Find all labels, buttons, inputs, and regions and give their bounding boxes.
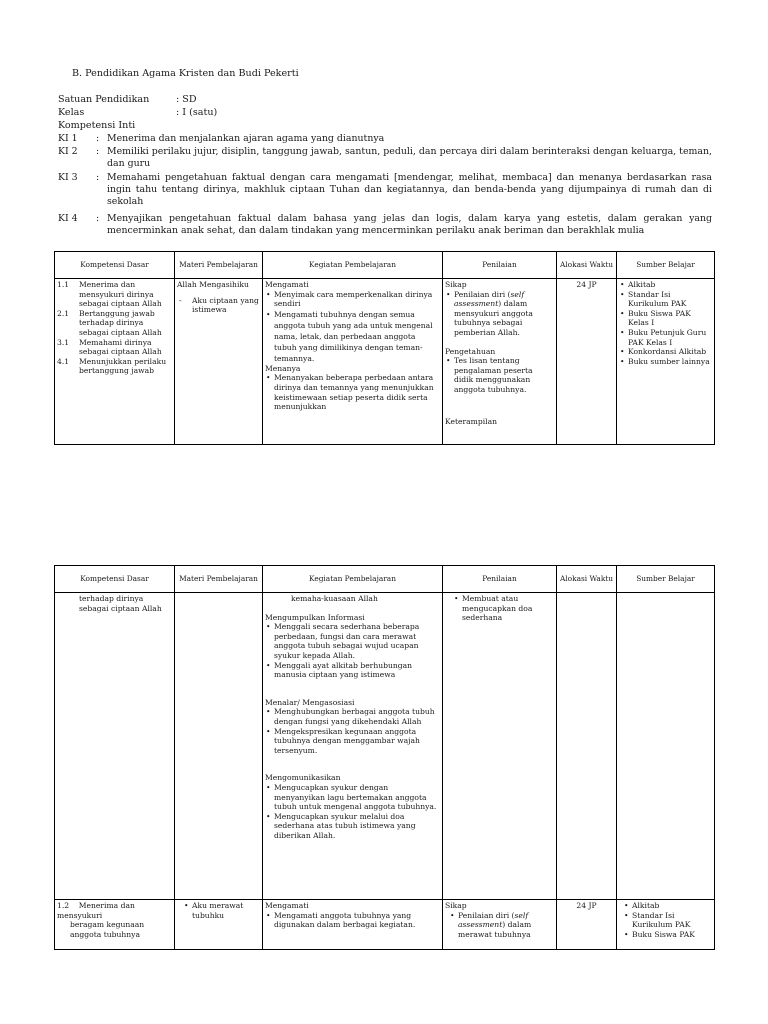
- col-header-alokasi: Alokasi Waktu: [557, 566, 617, 593]
- list-item: • Tes lisan tentang pengalaman peserta didik menggunakan anggota tubuhnya.: [445, 356, 554, 394]
- meta-label-kelas: Kelas: [58, 107, 85, 118]
- list-item: • Alkitab: [623, 901, 712, 911]
- kd-item: 1.1 Menerima dan mensyukuri dirinya sebagai ciptaan Allah: [57, 280, 162, 309]
- list-item: • Menggali ayat alkitab berhubungan manusia ciptaan yang istimewa: [265, 661, 440, 680]
- materi-cell: [175, 593, 263, 900]
- materi-cell: [175, 279, 263, 445]
- ki-colon: :: [96, 133, 100, 144]
- ki-row-4: [58, 213, 712, 239]
- list-item: • Mengekspresikan kegunaan anggota tubuhnya dengan menggambar wajah tersenyum.: [265, 727, 440, 756]
- col-header-kegiatan: Kegiatan Pembelajaran: [263, 566, 443, 593]
- kegiatan-heading: Mengamati: [265, 280, 309, 289]
- table-header-row: [55, 252, 715, 279]
- list-item: • Penilaian diri (self assessment) dalam mensyukuri anggota tubuhnya sebagai pemberian Allah.: [445, 290, 554, 338]
- meta-label-satuan: Satuan Pendidikan: [58, 94, 150, 105]
- list-item: • Alkitab: [619, 280, 712, 290]
- penilaian-heading: Pengetahuan: [445, 346, 496, 356]
- kd-cell: 1.2 Menerima dan mensyukuri beragam kegunaan anggota tubuhnya: [55, 900, 175, 950]
- kd-item: 4.1 Menunjukkan perilaku bertanggung jawab: [57, 356, 167, 376]
- ki-text: Menerima dan menjalankan ajaran agama yang dianutnya: [107, 133, 385, 144]
- ki-title: Kompetensi Inti: [58, 120, 136, 131]
- col-header-sumber: Sumber Belajar: [617, 566, 715, 593]
- ki-code: KI 1: [58, 133, 78, 144]
- list-item: • Buku Siswa PAK: [623, 930, 712, 940]
- list-item: • Buku sumber lainnya: [619, 357, 712, 367]
- materi-title: Allah Mengasihiku: [177, 280, 249, 289]
- kegiatan-cell: [263, 279, 443, 445]
- list-item: • Standar Isi Kurikulum PAK: [619, 290, 712, 309]
- ki-text: Memiliki perilaku jujur, disiplin, tanggung jawab, santun, peduli, dan percaya diri dalam berinteraksi dengan keluarga, teman, dan guru: [107, 146, 712, 169]
- ki-code: KI 2: [58, 146, 78, 157]
- materi-item: - Aku ciptaan yang istimewa: [177, 296, 260, 315]
- ki-code: KI 4: [58, 213, 78, 224]
- table-row: [55, 593, 715, 900]
- kegiatan-heading: Menalar/ Mengasosiasi: [265, 697, 355, 707]
- kegiatan-cell: [263, 900, 443, 950]
- col-header-alokasi: Alokasi Waktu: [557, 252, 617, 279]
- table-header-row: [55, 566, 715, 593]
- ki-text: Memahami pengetahuan faktual dengan cara mengamati [mendengar, melihat, membaca] dan menanya berdasarkan rasa ingin tahu tentang dirinya, makhluk ciptaan Tuhan dan kegiatannya, dan benda-benda yang dijumpainya di rumah dan di sekolah: [107, 172, 712, 207]
- kegiatan-heading: Mengumpulkan Informasi: [265, 612, 365, 622]
- kd-cell: terhadap dirinya sebagai ciptaan Allah: [55, 593, 175, 900]
- kd-cell: [55, 279, 175, 445]
- list-item: • Membuat atau mengucapkan doa sederhana: [453, 594, 554, 623]
- section-heading: B. Pendidikan Agama Kristen dan Budi Pekerti: [72, 68, 299, 79]
- alokasi-cell: [557, 593, 617, 900]
- ki-row-2: [58, 146, 712, 172]
- list-item: • Mengucapkan syukur melalui doa sederhana atas tubuh istimewa yang diberikan Allah.: [265, 812, 440, 841]
- ki-row-3: [58, 172, 712, 212]
- sumber-cell: [617, 279, 715, 445]
- table-row: [55, 900, 715, 950]
- ki-text: Menyajikan pengetahuan faktual dalam bahasa yang jelas dan logis, dalam karya yang estetis, dalam gerakan yang mencerminkan anak sehat, dan dalam tindakan yang mencerminkan perilaku anak beriman dan berakhlak mulia: [107, 213, 712, 236]
- ki-colon: :: [96, 213, 100, 224]
- list-item: • Menyimak cara memperkenalkan dirinya sendiri: [265, 290, 440, 309]
- syllabus-table-2: [54, 565, 715, 950]
- kd-item: 3.1 Memahami dirinya sebagai ciptaan Allah: [57, 337, 162, 357]
- list-item: • Menghubungkan berbagai anggota tubuh dengan fungsi yang dikehendaki Allah: [265, 707, 440, 726]
- col-header-kd: Kompetensi Dasar: [55, 252, 175, 279]
- table-row: [55, 279, 715, 445]
- alokasi-cell: 24 JP: [557, 900, 617, 950]
- penilaian-heading: Sikap: [445, 280, 467, 289]
- kd-item: 2.1 Bertanggung jawab terhadap dirinya sebagai ciptaan Allah: [57, 308, 162, 337]
- col-header-materi: Materi Pembelajaran: [175, 252, 263, 279]
- col-header-kd: Kompetensi Dasar: [55, 566, 175, 593]
- list-item: • Penilaian diri (self assessment) dalam merawat tubuhnya: [449, 911, 554, 940]
- ki-colon: :: [96, 172, 100, 183]
- kegiatan-heading: Menanya: [265, 363, 301, 373]
- materi-cell: [175, 900, 263, 950]
- ki-code: KI 3: [58, 172, 78, 183]
- col-header-penilaian: Penilaian: [443, 252, 557, 279]
- penilaian-heading: Sikap: [445, 901, 467, 910]
- penilaian-cell: [443, 593, 557, 900]
- penilaian-cell: [443, 279, 557, 445]
- list-item: • Aku merawat tubuhku: [183, 901, 260, 920]
- meta-value-kelas: : I (satu): [176, 107, 218, 118]
- meta-value-satuan: : SD: [176, 94, 197, 105]
- list-item: • Menggali secara sederhana beberapa perbedaan, fungsi dan cara merawat anggota tubuh sebagai wujud ucapan syukur kepada Allah.: [265, 622, 440, 660]
- col-header-sumber: Sumber Belajar: [617, 252, 715, 279]
- col-header-kegiatan: Kegiatan Pembelajaran: [263, 252, 443, 279]
- list-item: • Standar Isi Kurikulum PAK: [623, 911, 712, 930]
- list-item: • Buku Siswa PAK Kelas I: [619, 309, 712, 328]
- sumber-cell: [617, 900, 715, 950]
- list-item: • Menanyakan beberapa perbedaan antara dirinya dan temannya yang menunjukkan keistimewaan setiap peserta didik serta menunjukkan: [265, 373, 440, 411]
- ki-colon: :: [96, 146, 100, 157]
- kegiatan-heading: Mengomunikasikan: [265, 773, 341, 783]
- syllabus-table-1: [54, 251, 715, 445]
- kegiatan-cell: kemaha-kuasaan Allah Mengumpulkan Informasi • Menggali secara sederhana beberapa perbedaan, fungsi dan cara merawat anggota tubuh sebagai wujud ucapan syukur kepada Allah. • Menggali ayat alkitab berhubungan manusia ciptaan yang istimewa Menalar/ Mengasosiasi • Menghubungkan berbagai anggota tubuh dengan fungsi yang dikehendaki Allah • Mengekspresikan kegunaan anggota tubuhnya dengan menggambar wajah tersenyum. Mengomunikasikan • Mengucapkan syukur dengan menyanyikan lagu bertemakan anggota tubuh untuk mengenal anggota tubuhnya. • Mengucapkan syukur melalui doa sederhana atas tubuh istimewa yang diberikan Allah.: [263, 593, 443, 900]
- ki-row-1: [58, 133, 712, 146]
- sumber-cell: [617, 593, 715, 900]
- col-header-materi: Materi Pembelajaran: [175, 566, 263, 593]
- kegiatan-heading: Mengamati: [265, 901, 309, 910]
- list-item: • Mengamati tubuhnya dengan semua anggota tubuh yang ada untuk mengenal nama, letak, dan perbedaan anggota tubuh yang dimilikinya dengan teman-temannya.: [265, 309, 440, 364]
- list-item: • Konkordansi Alkitab: [619, 347, 712, 357]
- list-item: • Buku Petunjuk Guru PAK Kelas I: [619, 328, 712, 347]
- penilaian-cell: [443, 900, 557, 950]
- kd-item: 1.2 Menerima dan: [57, 901, 135, 910]
- alokasi-cell: 24 JP: [557, 279, 617, 445]
- list-item: • Mengucapkan syukur dengan menyanyikan lagu bertemakan anggota tubuh untuk mengenal anggota tubuhnya.: [265, 783, 440, 812]
- col-header-penilaian: Penilaian: [443, 566, 557, 593]
- list-item: • Mengamati anggota tubuhnya yang digunakan dalam berbagai kegiatan.: [265, 911, 440, 930]
- penilaian-heading: Keterampilan: [445, 416, 498, 426]
